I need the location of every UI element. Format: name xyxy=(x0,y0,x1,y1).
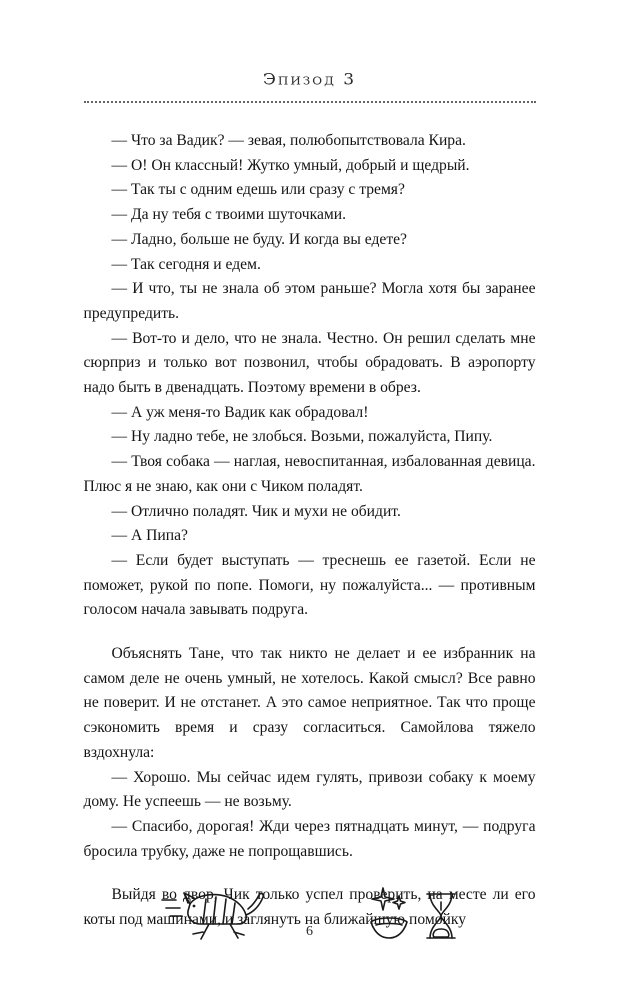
paragraph: — Да ну тебя с твоими шуточками. xyxy=(111,206,347,224)
paragraph: — Ну ладно тебе, не злобься. Возьми, пожалуйста, Пипу. xyxy=(111,428,493,446)
paragraph: — Твоя собака — наглая, невоспитанная, избалованная девица. Плюс я не знаю, как они с Чиком поладят. xyxy=(83,453,536,495)
paragraph: Выйдя во двор, Чик только успел проверить, на месте ли его коты под машинами, и заглянуть на ближайшую помойку xyxy=(83,886,536,929)
chapter-title: Эпизод 3 xyxy=(262,70,357,90)
paragraph: — Вот-то и дело, что не знала. Честно. Он решил сделать мне сюрприз и только вот позвонил, чтобы обрадовать. В аэропорту надо быть в двенадцать. Поэтому времени в обрез. xyxy=(83,329,536,397)
paragraph: — Так ты с одним едешь или сразу с тремя? xyxy=(111,181,405,199)
page-footer xyxy=(0,882,619,952)
paragraph: — А уж меня-то Вадик как обрадовал! xyxy=(111,403,369,421)
paragraph: — И что, ты не знала об этом раньше? Могла хотя бы заранее предупредить. xyxy=(83,280,536,322)
paragraph: Объяснять Тане, что так никто не делает и ее избранник на самом деле не очень умный, не хотелось. Какой смысл? Все равно не поверит. И не отстанет. А это самое неприятное. Так что проще сэкономить время и сразу согласиться. Самойлова тяжело вздохнула: xyxy=(83,645,536,761)
paragraph: — Хорошо. Мы сейчас идем гулять, привози собаку к моему дому. Не успеешь — не возьму. xyxy=(83,768,536,811)
paragraph: — О! Он классный! Жутко умный, добрый и щедрый. xyxy=(111,156,470,174)
paragraph: — Если будет выступать — треснешь ее газетой. Если не поможет, рукой по попе. Помоги, ну пожалуйста... — противным голосом начала завывать подруга. xyxy=(83,551,536,619)
paragraph: — Так сегодня и едем. xyxy=(111,255,261,273)
header-divider xyxy=(84,101,536,105)
paragraph: — А Пипа? xyxy=(111,527,188,545)
body-text xyxy=(84,129,536,933)
paragraph: — Ладно, больше не буду. И когда вы едете? xyxy=(111,230,407,248)
page-header xyxy=(0,70,619,105)
paragraph: — Что за Вадик? — зевая, полюбопытствовала Кира. xyxy=(111,132,466,149)
page-number: 6 xyxy=(306,924,313,939)
paragraph: — Отлично поладят. Чик и мухи не обидит. xyxy=(111,502,401,520)
paragraph: — Спасибо, дорогая! Жди через пятнадцать минут, — подруга бросила трубку, даже не попрощавшись. xyxy=(83,817,536,860)
